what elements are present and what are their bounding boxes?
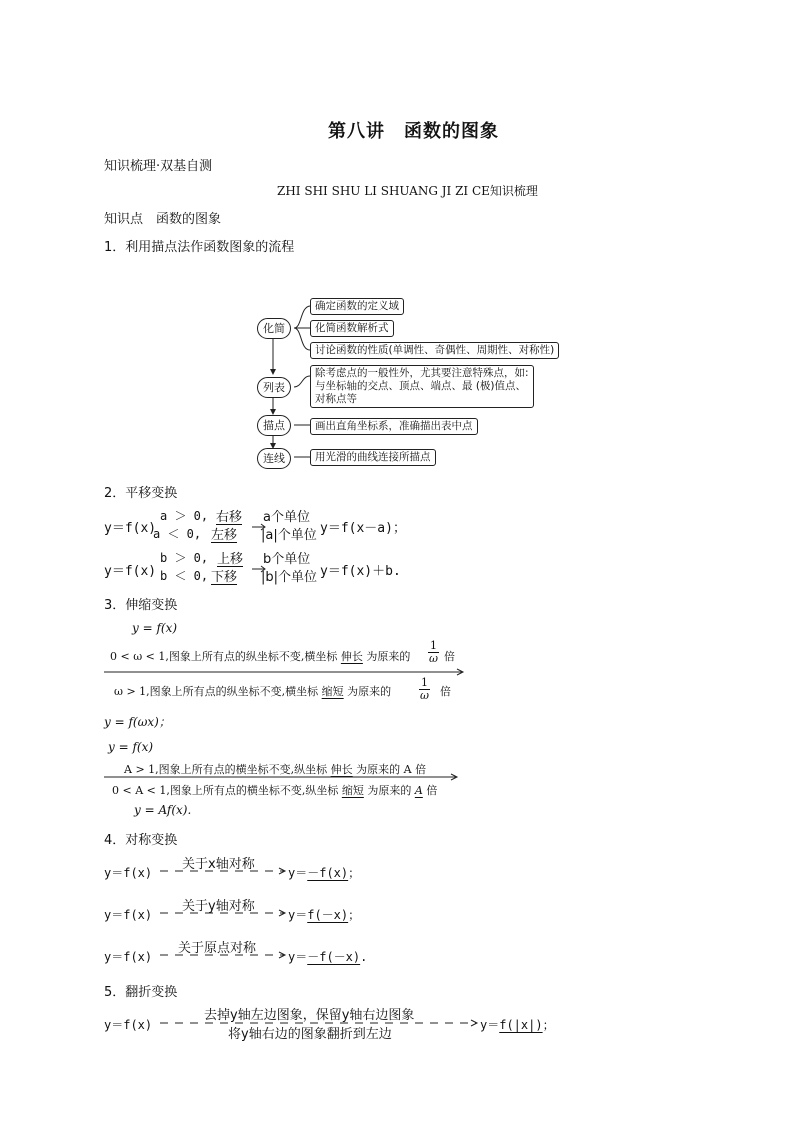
s4-row2-answer: f(－x) bbox=[307, 908, 349, 922]
s3a-arrow-icon bbox=[104, 667, 466, 677]
header-tag: 知识梳理·双基自测 bbox=[104, 159, 213, 174]
flow-step-tabulate: 列表 bbox=[257, 377, 291, 398]
s2-row1-word2: 左移 bbox=[211, 528, 238, 543]
s4-row3-rhs: y＝－f(－x). bbox=[288, 950, 368, 964]
box-coordinate: 画出直角坐标系，准确描出表中点 bbox=[310, 418, 478, 435]
s3a-result: y = f(ωx)； bbox=[104, 715, 171, 729]
s3b-bottom-value: A bbox=[414, 784, 423, 797]
s3b-start: y = f(x) bbox=[108, 740, 154, 754]
s3a-top-word: 伸长 bbox=[340, 650, 363, 663]
box-special-line2: 与坐标轴的交点、顶点、端点、最 (极)值点、 bbox=[315, 380, 527, 392]
s2-row2-unit2: |b|个单位 bbox=[261, 570, 318, 585]
s5-label1: 去掉y轴左边图象，保留y轴右边图象 bbox=[204, 1008, 415, 1023]
s3a-bottom: ω > 1,图象上所有点的纵坐标不变,横坐标 缩短 为原来的 bbox=[114, 685, 392, 698]
s4-row3-label: 关于原点对称 bbox=[178, 941, 257, 956]
s4-row2-lhs: y＝f(x) bbox=[104, 908, 153, 922]
s2-row1-unit1: a个单位 bbox=[263, 510, 310, 525]
s5-dashed-arrow-icon bbox=[160, 1018, 480, 1028]
s2-row1-cond1: a ＞ 0, bbox=[160, 509, 209, 523]
box-special-line1: 除考虑点的一般性外，尤其要注意特殊点，如: bbox=[315, 367, 529, 379]
s3b-result: y = Af(x). bbox=[134, 803, 192, 817]
s2-row1-rhs: y＝f(x－a)； bbox=[320, 521, 406, 536]
page-title: 第八讲 函数的图象 bbox=[328, 121, 499, 142]
box-domain: 确定函数的定义域 bbox=[310, 298, 404, 315]
s2-row2-cond2: b ＜ 0, bbox=[160, 569, 209, 583]
s5-heading: 5．翻折变换 bbox=[104, 985, 178, 1000]
s3b-top-word: 伸长 bbox=[330, 763, 353, 776]
s3b-arrow-icon bbox=[104, 772, 460, 782]
s4-row2-dashed-arrow-icon bbox=[160, 908, 288, 918]
pinyin-line: ZHI SHI SHU LI SHUANG JI ZI CE知识梳理 bbox=[277, 184, 538, 198]
s3b-top: A > 1,图象上所有点的横坐标不变,纵坐标 伸长 为原来的 A 倍 bbox=[124, 763, 427, 776]
s3-heading: 3．伸缩变换 bbox=[104, 598, 178, 613]
s1-heading: 1．利用描点法作函数图象的流程 bbox=[104, 240, 295, 255]
s2-row2-rhs: y＝f(x)＋b. bbox=[320, 564, 401, 579]
s2-row1-lhs: y＝f(x) bbox=[104, 521, 157, 536]
s3a-top-fraction: $\frac{1}{\omega}$ bbox=[429, 639, 438, 665]
s3a-top-bei: 倍 bbox=[444, 650, 455, 663]
s4-row1-answer: －f(x) bbox=[307, 866, 349, 880]
s4-row1-rhs: y＝－f(x)； bbox=[288, 866, 361, 880]
s3a-start: y = f(x) bbox=[132, 621, 178, 635]
s2-row2-word1: 上移 bbox=[217, 552, 244, 567]
s4-heading: 4．对称变换 bbox=[104, 833, 178, 848]
box-simplify-expr: 化简函数解析式 bbox=[310, 320, 394, 337]
s4-row2-rhs: y＝f(－x)； bbox=[288, 908, 361, 922]
s4-row2-label: 关于y轴对称 bbox=[182, 899, 255, 914]
section-heading: 知识点 函数的图象 bbox=[104, 212, 222, 227]
s4-row1-label: 关于x轴对称 bbox=[182, 857, 255, 872]
s4-row3-dashed-arrow-icon bbox=[160, 950, 288, 960]
s2-row2-lhs: y＝f(x) bbox=[104, 564, 157, 579]
s5-label2: 将y轴右边的图象翻折到左边 bbox=[228, 1027, 392, 1042]
s3a-bottom-fraction: $\frac{1}{\omega}$ bbox=[420, 676, 429, 702]
flow-step-connect: 连线 bbox=[257, 448, 291, 469]
box-special-line3: 对称点等 bbox=[315, 393, 357, 405]
s2-row2-arrow-icon bbox=[252, 564, 266, 574]
s4-row1-dashed-arrow-icon bbox=[160, 866, 288, 876]
s2-row1-arrow-icon bbox=[252, 522, 266, 532]
s2-row1-cond2: a ＜ 0, bbox=[153, 527, 202, 541]
s3b-bottom-word: 缩短 bbox=[341, 784, 364, 797]
s2-row2-unit1: b个单位 bbox=[263, 552, 311, 567]
s4-row3-answer: －f(－x) bbox=[307, 950, 361, 964]
s2-row2-cond1: b ＞ 0, bbox=[160, 551, 209, 565]
s3a-bottom-word: 缩短 bbox=[321, 685, 344, 698]
s4-row3-lhs: y＝f(x) bbox=[104, 950, 153, 964]
s2-row1-unit2: |a|个单位 bbox=[261, 528, 317, 543]
s2-heading: 2．平移变换 bbox=[104, 486, 178, 501]
s5-lhs: y＝f(x) bbox=[104, 1018, 153, 1032]
s3a-top: 0 < ω < 1,图象上所有点的纵坐标不变,横坐标 伸长 为原来的 bbox=[110, 650, 411, 663]
box-properties: 讨论函数的性质(单调性、奇偶性、周期性、对称性) bbox=[310, 342, 559, 359]
s3a-bottom-bei: 倍 bbox=[440, 685, 451, 698]
box-special-points bbox=[310, 365, 534, 408]
s2-row1-word1: 右移 bbox=[216, 510, 243, 525]
flow-step-simplify: 化简 bbox=[257, 318, 291, 339]
s3b-bottom: 0 < A < 1,图象上所有点的横坐标不变,纵坐标 缩短 为原来的 A 倍 bbox=[112, 784, 438, 797]
s2-row2-word2: 下移 bbox=[211, 570, 238, 585]
s4-row1-lhs: y＝f(x) bbox=[104, 866, 153, 880]
box-smooth-curve: 用光滑的曲线连接所描点 bbox=[310, 449, 436, 466]
flow-step-plot: 描点 bbox=[257, 415, 291, 436]
s5-answer: f(|x|) bbox=[499, 1018, 543, 1032]
s5-rhs: y＝f(|x|)； bbox=[480, 1018, 555, 1032]
